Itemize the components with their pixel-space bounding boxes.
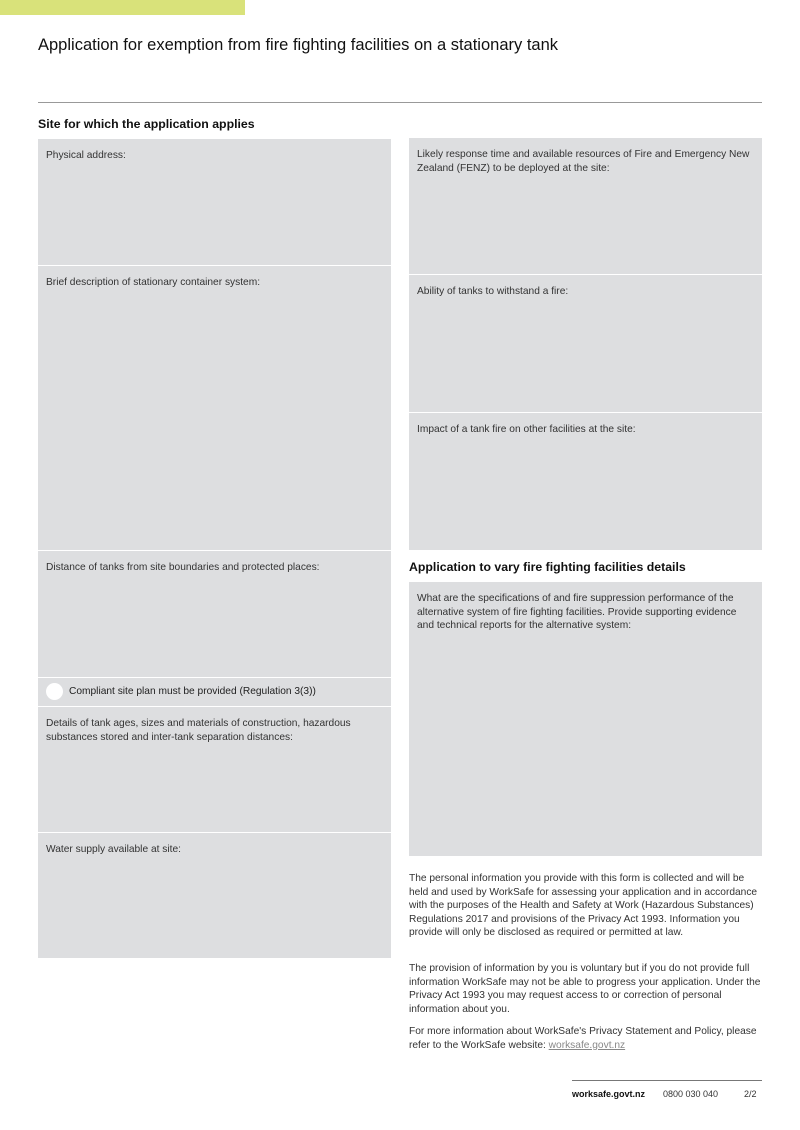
alternative-system-field[interactable]: [409, 582, 762, 856]
privacy-text: For more information about WorkSafe's Privacy Statement and Policy, please refer to the WorkSafe website:: [409, 1026, 757, 1051]
section-heading-site: Site for which the application applies: [38, 117, 255, 131]
field-label: Ability of tanks to withstand a fire:: [417, 286, 569, 297]
field-label: Details of tank ages, sizes and materials of construction, hazardous substances stored and inter-tank separation distances:: [46, 718, 351, 743]
section-heading-vary: Application to vary fire fighting facilities details: [409, 560, 686, 574]
page-number: 2/2: [744, 1089, 757, 1099]
footer-rule: [572, 1080, 762, 1081]
physical-address-field[interactable]: [38, 139, 391, 265]
accent-bar: [0, 0, 245, 15]
page-title: Application for exemption from fire fighting facilities on a stationary tank: [38, 36, 559, 54]
field-label: What are the specifications of and fire suppression performance of the alternative system of fire fighting facilities. Provide supporting evidence and technical reports for the alternative system:: [417, 593, 737, 631]
description-field[interactable]: [38, 266, 391, 550]
tank-fire-impact-field[interactable]: [409, 413, 762, 550]
footer-site: worksafe.govt.nz: [572, 1089, 646, 1099]
water-supply-field[interactable]: [38, 833, 391, 958]
field-label: Physical address:: [46, 150, 126, 161]
fenz-response-field[interactable]: [409, 138, 762, 274]
tank-fire-ability-field[interactable]: [409, 275, 762, 412]
field-label: Likely response time and available resources of Fire and Emergency New Zealand (FENZ) to be deployed at the site:: [417, 149, 750, 174]
tank-details-field[interactable]: [38, 707, 391, 832]
site-plan-checkbox[interactable]: [46, 683, 63, 700]
divider: [38, 102, 762, 103]
privacy-paragraph-2: The provision of information by you is voluntary but if you do not provide full information WorkSafe may not be able to progress your application. Under the Privacy Act 1993 you may request access to or correction of personal information about you.: [409, 963, 761, 1015]
field-label: Water supply available at site:: [46, 844, 181, 855]
field-label: Impact of a tank fire on other facilities at the site:: [417, 424, 636, 435]
distance-field[interactable]: [38, 551, 391, 677]
site-plan-row: [38, 678, 391, 706]
field-label: Brief description of stationary container system:: [46, 277, 261, 288]
field-label: Distance of tanks from site boundaries and protected places:: [46, 562, 320, 573]
privacy-paragraph-3: [409, 1025, 764, 1052]
worksafe-link[interactable]: worksafe.govt.nz: [548, 1039, 626, 1051]
privacy-paragraph-1: The personal information you provide with this form is collected and will be held and used by WorkSafe for assessing your application and in accordance with the purposes of the Health and Safety at Work (Hazardous Substances) Regulations 2017 and provisions of the Privacy Act 1993. Information you provide will only be disclosed as required or permitted at law.: [409, 873, 758, 939]
footer-phone: 0800 030 040: [663, 1089, 719, 1099]
site-plan-label: Compliant site plan must be provided (Regulation 3(3)): [69, 686, 316, 698]
